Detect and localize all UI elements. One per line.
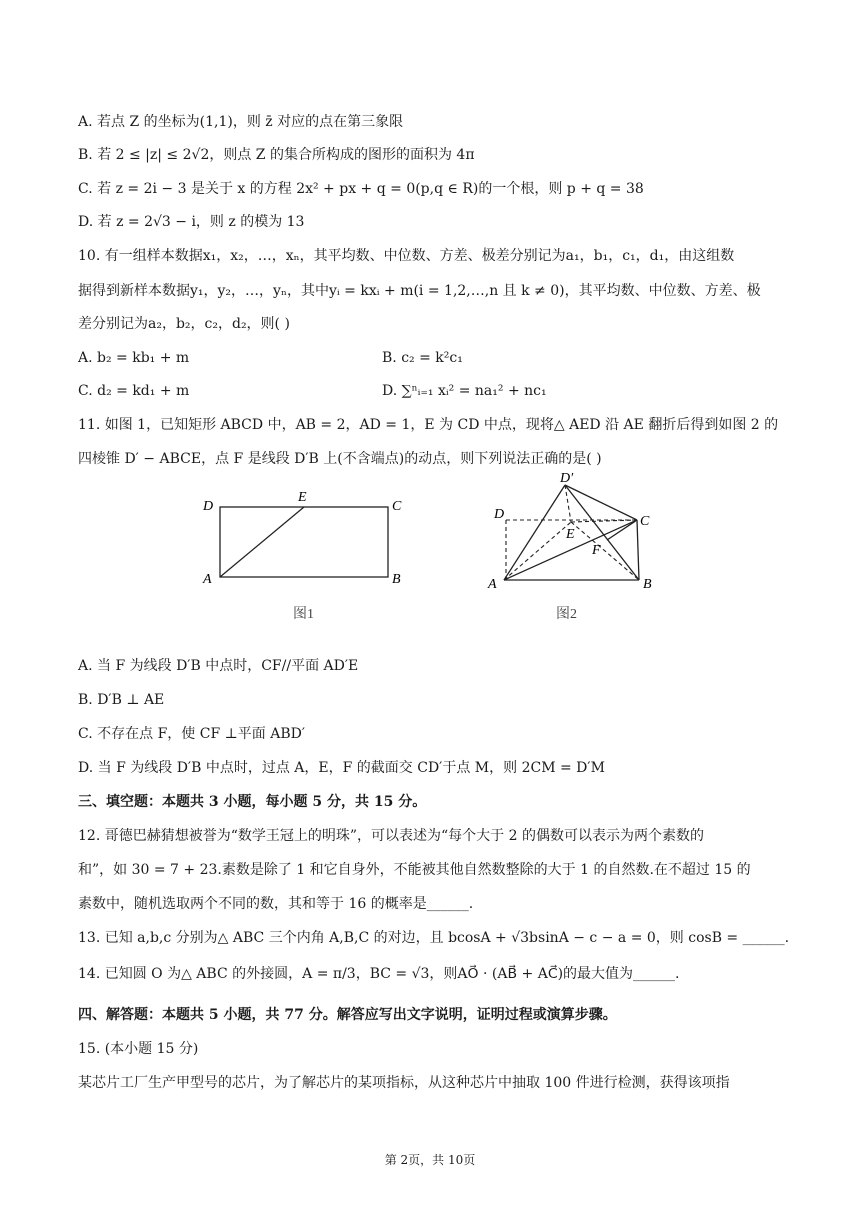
fig1-label-c: C — [392, 499, 402, 514]
fig2-dashed-eb — [571, 522, 639, 580]
q14-stem: 14. 已知圆 O 为△ ABC 的外接圆，A = π/3，BC = √3，则AO⃗ · (AB⃗ + AC⃗)的最大值为______. — [78, 966, 680, 982]
q10-stem-line1: 10. 有一组样本数据x₁，x₂，…，xₙ，其平均数、中位数、方差、极差分别记为a₁，b₁，c₁，d₁，由这组数 — [78, 248, 735, 264]
figure-2-pyramid — [480, 470, 680, 630]
fig1-segment-ae — [220, 507, 304, 577]
q9-option-a: A. 若点 Z 的坐标为(1,1)，则 z̄ 对应的点在第三象限 — [78, 114, 404, 130]
fig2-label-a: A — [488, 577, 497, 592]
q11-option-c: C. 不存在点 F，使 CF ⊥平面 ABD′ — [78, 726, 306, 742]
section-3-heading: 三、填空题：本题共 3 小题，每小题 5 分，共 15 分。 — [78, 794, 427, 810]
q10-stem-line3: 差分别记为a₂，b₂，c₂，d₂，则( ) — [78, 316, 290, 332]
fig1-label-a: A — [203, 572, 212, 587]
fig2-edge-dpc — [565, 485, 637, 520]
fig2-caption: 图2 — [556, 607, 577, 622]
q10-option-a: A. b₂ = kb₁ + m — [78, 350, 190, 366]
q9-option-b: B. 若 2 ≤ |z| ≤ 2√2，则点 Z 的集合所构成的图形的面积为 4π — [78, 147, 475, 163]
fig1-label-b: B — [392, 572, 401, 587]
fig2-label-f: F — [592, 543, 601, 558]
q11-stem-line2: 四棱锥 D′ − ABCE，点 F 是线段 D′B 上(不含端点)的动点，则下列说法正确的是( ) — [78, 451, 602, 467]
q10-stem-line2: 据得到新样本数据y₁，y₂，…，yₙ，其中yᵢ = kxᵢ + m(i = 1,2,…,n 且 k ≠ 0)，其平均数、中位数、方差、极 — [78, 283, 761, 299]
q9-option-c: C. 若 z = 2i − 3 是关于 x 的方程 2x² + px + q = 0(p,q ∈ R)的一个根，则 p + q = 38 — [78, 181, 644, 197]
q11-option-b: B. D′B ⊥ AE — [78, 692, 165, 708]
fig2-label-b: B — [643, 577, 652, 592]
q15-title: 15. (本小题 15 分) — [78, 1041, 199, 1057]
q12-stem-line1: 12. 哥德巴赫猜想被誉为“数学王冠上的明珠”，可以表述为“每个大于 2 的偶数可以表示为两个素数的 — [78, 828, 704, 844]
q12-stem-line2: 和”，如 30 = 7 + 23.素数是除了 1 和它自身外，不能被其他自然数整除的大于 1 的自然数.在不超过 15 的 — [78, 862, 751, 878]
q10-option-b: B. c₂ = k²c₁ — [382, 350, 463, 366]
q11-option-d: D. 当 F 为线段 D′B 中点时，过点 A，E，F 的截面交 CD′于点 M，则 2CM = D′M — [78, 760, 605, 776]
q13-stem: 13. 已知 a,b,c 分别为△ ABC 三个内角 A,B,C 的对边，且 bcosA + √3bsinA − c − a = 0，则 cosB = ______. — [78, 930, 790, 946]
q11-stem-line1: 11. 如图 1，已知矩形 ABCD 中，AB = 2，AD = 1，E 为 CD 中点，现将△ AED 沿 AE 翻折后得到如图 2 的 — [78, 417, 779, 433]
fig1-caption: 图1 — [293, 607, 314, 622]
fig2-edge-cf — [607, 520, 637, 540]
fig1-label-d: D — [203, 499, 214, 514]
fig1-rectangle-abcd — [220, 507, 388, 577]
fig2-edge-bc — [637, 520, 639, 580]
page-footer: 第 2页，共 10页 — [384, 1153, 476, 1167]
fig2-dashed-ae — [504, 522, 571, 580]
fig2-label-d: D — [494, 507, 505, 522]
fig1-label-e: E — [298, 490, 307, 505]
q10-option-d: D. ∑ⁿᵢ₌₁ xᵢ² = na₁² + nc₁ — [382, 383, 547, 399]
fig2-label-c: C — [640, 514, 650, 529]
q9-option-d: D. 若 z = 2√3 − i，则 z 的模为 13 — [78, 214, 305, 230]
q12-stem-line3: 素数中，随机选取两个不同的数，其和等于 16 的概率是______. — [78, 896, 474, 912]
fig2-edge-dpb — [565, 485, 639, 580]
fig2-label-dprime: D′ — [560, 471, 574, 486]
q10-option-c: C. d₂ = kd₁ + m — [78, 383, 190, 399]
section-4-heading: 四、解答题：本题共 5 小题，共 77 分。解答应写出文字说明，证明过程或演算步骤。 — [78, 1007, 617, 1023]
q11-option-a: A. 当 F 为线段 D′B 中点时，CF//平面 AD′E — [78, 658, 359, 674]
fig2-label-e: E — [566, 527, 575, 542]
q15-stem-line1: 某芯片工厂生产甲型号的芯片，为了解芯片的某项指标，从这种芯片中抽取 100 件进行检测，获得该项指 — [78, 1075, 730, 1091]
figure-1-rectangle — [195, 480, 415, 630]
